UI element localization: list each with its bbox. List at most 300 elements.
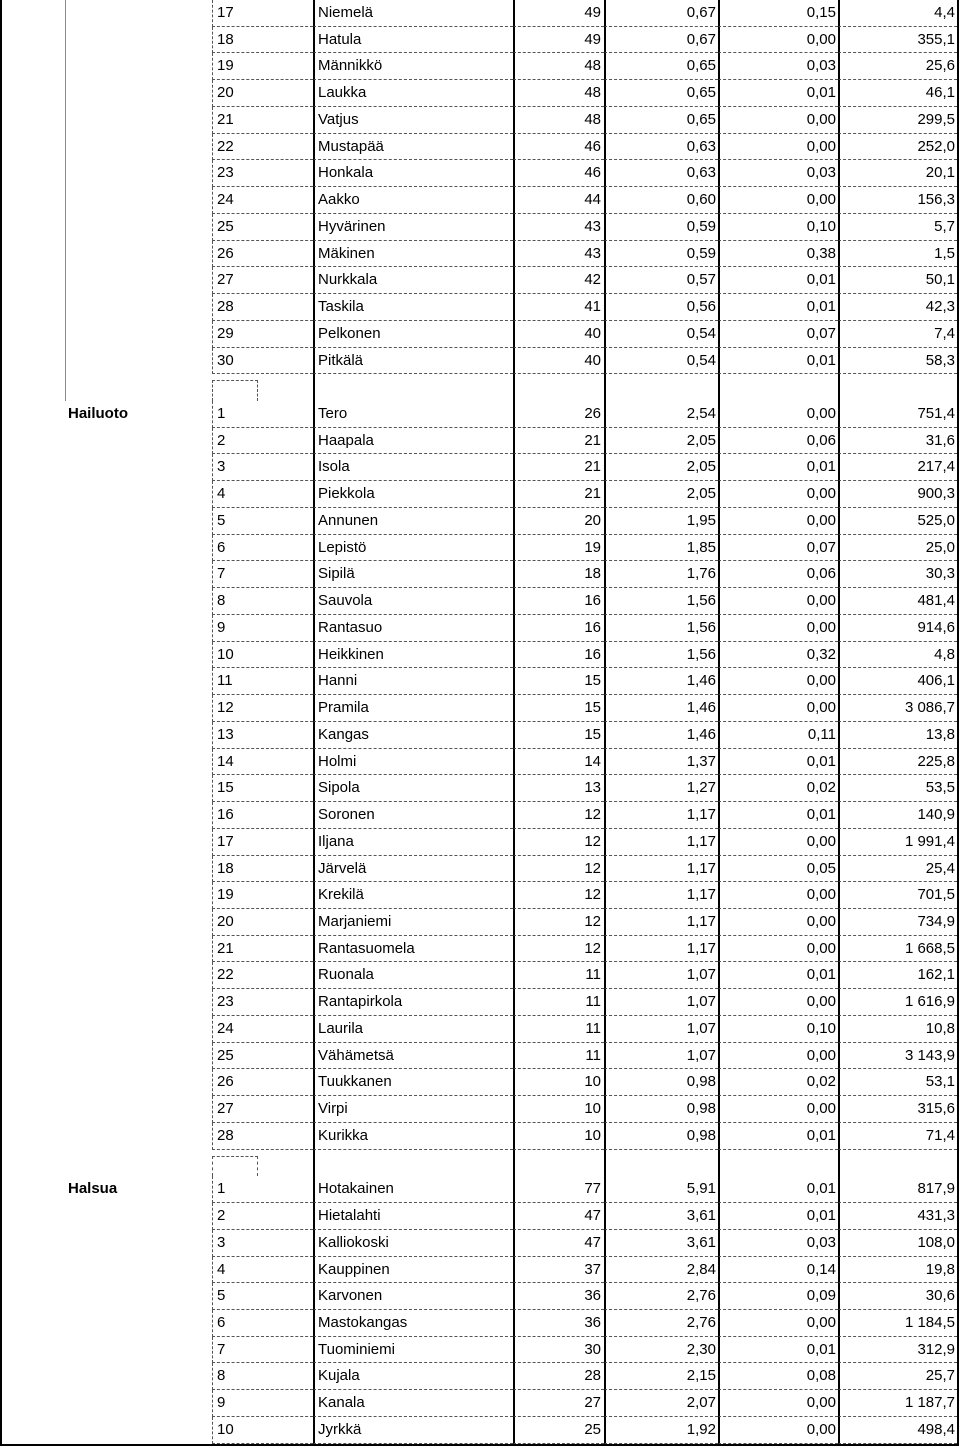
percent-cell: 5,91 [604,1176,718,1203]
ratio-cell: 0,14 [718,1257,838,1284]
count-cell: 21 [513,454,604,481]
rank-cell: 30 [212,348,313,375]
rank-cell: 4 [212,1257,313,1284]
surname-cell: Niemelä [313,0,513,27]
percent-cell: 2,07 [604,1390,718,1417]
ratio-cell: 0,01 [718,1203,838,1230]
empty-cell [838,1150,957,1177]
empty-cell [313,1150,513,1177]
municipality-cell [66,267,212,294]
surname-cell: Hyvärinen [313,214,513,241]
municipality-cell [66,1230,212,1257]
count-cell: 15 [513,668,604,695]
count-cell: 20 [513,508,604,535]
municipality-cell [66,829,212,856]
percent-cell: 0,65 [604,53,718,80]
rank-cell: 20 [212,80,313,107]
municipality-cell [66,428,212,455]
surname-cell: Soronen [313,802,513,829]
table-row [2,1096,957,1123]
blank-cell [2,1363,66,1390]
table-row [2,27,957,54]
municipality-cell [66,642,212,669]
value-cell: 751,4 [838,401,957,428]
value-cell: 355,1 [838,27,957,54]
value-cell: 19,8 [838,1257,957,1284]
value-cell: 7,4 [838,321,957,348]
ratio-cell: 0,00 [718,989,838,1016]
rank-cell: 22 [212,134,313,161]
group-separator-row [2,374,957,401]
count-cell: 47 [513,1203,604,1230]
surname-cell: Pramila [313,695,513,722]
group-separator-row [2,1150,957,1177]
value-cell: 312,9 [838,1337,957,1364]
value-cell: 252,0 [838,134,957,161]
municipality-cell [66,321,212,348]
count-cell: 16 [513,642,604,669]
blank-cell [2,1123,66,1150]
blank-cell [2,1043,66,1070]
blank-cell [2,1257,66,1284]
ratio-cell: 0,00 [718,882,838,909]
ratio-cell: 0,01 [718,749,838,776]
surname-cell: Kujala [313,1363,513,1390]
table-row [2,722,957,749]
municipality-cell [66,508,212,535]
value-cell: 140,9 [838,802,957,829]
value-cell: 525,0 [838,508,957,535]
rank-cell: 9 [212,615,313,642]
ratio-cell: 0,00 [718,936,838,963]
municipality-cell [66,1016,212,1043]
count-cell: 46 [513,134,604,161]
count-cell: 49 [513,27,604,54]
blank-cell [2,348,66,375]
value-cell: 1 616,9 [838,989,957,1016]
ratio-cell: 0,00 [718,481,838,508]
municipality-cell [66,294,212,321]
percent-cell: 0,67 [604,0,718,27]
count-cell: 12 [513,829,604,856]
count-cell: 13 [513,775,604,802]
surname-cell: Hanni [313,668,513,695]
percent-cell: 1,95 [604,508,718,535]
count-cell: 21 [513,428,604,455]
percent-cell: 1,17 [604,829,718,856]
municipality-cell [66,615,212,642]
percent-cell: 3,61 [604,1230,718,1257]
count-cell: 43 [513,214,604,241]
surname-cell: Kurikka [313,1123,513,1150]
value-cell: 4,8 [838,642,957,669]
percent-cell: 1,07 [604,989,718,1016]
ratio-cell: 0,00 [718,615,838,642]
table-row [2,160,957,187]
percent-cell: 1,85 [604,535,718,562]
ratio-cell: 0,10 [718,1016,838,1043]
table-row [2,1257,957,1284]
table-row [2,1123,957,1150]
municipality-cell [66,882,212,909]
value-cell: 25,0 [838,535,957,562]
surname-cell: Tuukkanen [313,1069,513,1096]
count-cell: 46 [513,160,604,187]
blank-cell [2,508,66,535]
municipality-cell [66,214,212,241]
count-cell: 48 [513,107,604,134]
count-cell: 43 [513,241,604,268]
percent-cell: 2,84 [604,1257,718,1284]
municipality-cell [66,187,212,214]
blank-cell [2,1203,66,1230]
value-cell: 71,4 [838,1123,957,1150]
blank-cell [2,214,66,241]
table-row [2,882,957,909]
percent-cell: 1,92 [604,1417,718,1444]
blank-cell [2,615,66,642]
count-cell: 48 [513,53,604,80]
surname-cell: Vatjus [313,107,513,134]
count-cell: 28 [513,1363,604,1390]
blank-cell [2,1176,66,1203]
ratio-cell: 0,38 [718,241,838,268]
blank-cell [2,134,66,161]
ratio-cell: 0,00 [718,1390,838,1417]
empty-cell [838,374,957,401]
count-cell: 21 [513,481,604,508]
rank-cell: 5 [212,508,313,535]
value-cell: 25,6 [838,53,957,80]
value-cell: 30,6 [838,1283,957,1310]
municipality-cell [66,454,212,481]
table-row [2,1069,957,1096]
table-row [2,321,957,348]
surname-cell: Laukka [313,80,513,107]
rank-cell: 28 [212,1123,313,1150]
blank-cell [2,321,66,348]
surname-cell: Mastokangas [313,1310,513,1337]
percent-cell: 0,67 [604,27,718,54]
empty-cell [513,1150,604,1177]
municipality-cell [66,1150,212,1177]
table-row [2,1337,957,1364]
ratio-cell: 0,00 [718,107,838,134]
rank-cell: 17 [212,829,313,856]
surname-cell: Rantapirkola [313,989,513,1016]
surname-cell: Kalliokoski [313,1230,513,1257]
count-cell: 11 [513,1016,604,1043]
surname-cell: Piekkola [313,481,513,508]
ratio-cell: 0,00 [718,829,838,856]
value-cell: 20,1 [838,160,957,187]
rank-cell: 20 [212,909,313,936]
surname-cell: Pitkälä [313,348,513,375]
rank-cell: 27 [212,267,313,294]
value-cell: 13,8 [838,722,957,749]
table-row [2,1390,957,1417]
municipality-cell [66,0,212,27]
rank-cell: 25 [212,1043,313,1070]
ratio-cell: 0,01 [718,267,838,294]
blank-cell [2,374,66,401]
count-cell: 40 [513,348,604,375]
rank-cell: 26 [212,1069,313,1096]
rank-cell: 25 [212,214,313,241]
ratio-cell: 0,02 [718,775,838,802]
table-row [2,962,957,989]
percent-cell: 1,17 [604,936,718,963]
table-row [2,214,957,241]
table-row [2,668,957,695]
value-cell: 1 187,7 [838,1390,957,1417]
blank-cell [2,27,66,54]
ratio-cell: 0,00 [718,1096,838,1123]
rank-cell: 13 [212,722,313,749]
municipality-cell [66,962,212,989]
blank-cell [2,1016,66,1043]
blank-cell [2,187,66,214]
table-row [2,1230,957,1257]
municipality-cell [66,749,212,776]
count-cell: 11 [513,1043,604,1070]
count-cell: 26 [513,401,604,428]
ratio-cell: 0,11 [718,722,838,749]
count-cell: 41 [513,294,604,321]
rank-cell: 5 [212,1283,313,1310]
surname-cell: Taskila [313,294,513,321]
blank-cell [2,1069,66,1096]
percent-cell: 0,63 [604,160,718,187]
blank-cell [2,1337,66,1364]
percent-cell: 0,98 [604,1069,718,1096]
blank-cell [2,695,66,722]
blank-cell [2,454,66,481]
surname-cell: Rantasuo [313,615,513,642]
municipality-cell [66,936,212,963]
ratio-cell: 0,06 [718,561,838,588]
percent-cell: 0,98 [604,1123,718,1150]
blank-cell [2,909,66,936]
municipality-cell [66,1310,212,1337]
municipality-label: Hailuoto [68,405,128,423]
rank-cell: 10 [212,642,313,669]
surname-cell: Sauvola [313,588,513,615]
ratio-cell: 0,00 [718,1417,838,1444]
value-cell: 162,1 [838,962,957,989]
surname-cell: Männikkö [313,53,513,80]
municipality-cell [66,775,212,802]
table-row [2,588,957,615]
blank-cell [2,241,66,268]
count-cell: 27 [513,1390,604,1417]
municipality-cell [66,668,212,695]
municipality-cell [66,80,212,107]
municipality-cell [66,1337,212,1364]
value-cell: 1 991,4 [838,829,957,856]
percent-cell: 2,05 [604,481,718,508]
count-cell: 36 [513,1310,604,1337]
ratio-cell: 0,01 [718,962,838,989]
count-cell: 40 [513,321,604,348]
percent-cell: 1,17 [604,802,718,829]
blank-cell [2,1390,66,1417]
ratio-cell: 0,03 [718,53,838,80]
count-cell: 48 [513,80,604,107]
percent-cell: 1,56 [604,615,718,642]
table-row [2,535,957,562]
percent-cell: 1,07 [604,1043,718,1070]
surname-cell: Iljana [313,829,513,856]
value-cell: 406,1 [838,668,957,695]
ratio-cell: 0,09 [718,1283,838,1310]
blank-cell [2,856,66,883]
percent-cell: 1,46 [604,695,718,722]
value-cell: 53,5 [838,775,957,802]
value-cell: 30,3 [838,561,957,588]
rank-cell: 2 [212,1203,313,1230]
ratio-cell: 0,07 [718,321,838,348]
ratio-cell: 0,00 [718,134,838,161]
ratio-cell: 0,01 [718,80,838,107]
surname-cell: Hatula [313,27,513,54]
value-cell: 156,3 [838,187,957,214]
municipality-cell [66,588,212,615]
rank-cell: 18 [212,856,313,883]
rank-cell: 6 [212,1310,313,1337]
municipality-cell [66,1043,212,1070]
count-cell: 49 [513,0,604,27]
blank-cell [2,722,66,749]
rank-cell: 17 [212,0,313,27]
value-cell: 299,5 [838,107,957,134]
blank-cell [2,749,66,776]
blank-cell [2,1150,66,1177]
count-cell: 30 [513,1337,604,1364]
ratio-cell: 0,00 [718,668,838,695]
ratio-cell: 0,01 [718,348,838,375]
table-row [2,1363,957,1390]
rank-cell: 21 [212,936,313,963]
table-row [2,909,957,936]
percent-cell: 2,76 [604,1283,718,1310]
surname-cell: Kangas [313,722,513,749]
value-cell: 10,8 [838,1016,957,1043]
municipality-cell [66,802,212,829]
percent-cell: 0,59 [604,214,718,241]
table-row [2,241,957,268]
rank-cell: 9 [212,1390,313,1417]
surname-cell: Tero [313,401,513,428]
ratio-cell: 0,08 [718,1363,838,1390]
table-row [2,481,957,508]
surname-cell: Vähämetsä [313,1043,513,1070]
surname-cell: Sipilä [313,561,513,588]
count-cell: 16 [513,588,604,615]
ratio-cell: 0,05 [718,856,838,883]
ratio-cell: 0,01 [718,294,838,321]
surname-cell: Haapala [313,428,513,455]
municipality-cell [66,1069,212,1096]
blank-cell [2,642,66,669]
municipality-cell [66,695,212,722]
table-row [2,561,957,588]
rank-cell: 8 [212,1363,313,1390]
rank-cell: 12 [212,695,313,722]
value-cell: 1 668,5 [838,936,957,963]
rank-cell: 26 [212,241,313,268]
rank-cell: 18 [212,27,313,54]
percent-cell: 0,60 [604,187,718,214]
ratio-cell: 0,02 [718,1069,838,1096]
table-row [2,775,957,802]
table-row [2,856,957,883]
percent-cell: 2,15 [604,1363,718,1390]
rank-cell: 8 [212,588,313,615]
count-cell: 44 [513,187,604,214]
blank-cell [2,107,66,134]
percent-cell: 0,65 [604,80,718,107]
table-row [2,936,957,963]
value-cell: 4,4 [838,0,957,27]
value-cell: 25,4 [838,856,957,883]
rank-cell: 3 [212,454,313,481]
table-row [2,1310,957,1337]
table-row [2,695,957,722]
percent-cell: 1,56 [604,642,718,669]
table-row [2,348,957,375]
municipality-cell [66,160,212,187]
count-cell: 25 [513,1417,604,1444]
ratio-cell: 0,00 [718,1310,838,1337]
table-row [2,454,957,481]
count-cell: 10 [513,1123,604,1150]
table-row [2,80,957,107]
blank-cell [2,401,66,428]
blank-cell [2,882,66,909]
count-cell: 12 [513,936,604,963]
blank-cell [2,294,66,321]
rank-cell: 4 [212,481,313,508]
ratio-cell: 0,03 [718,1230,838,1257]
percent-cell: 1,07 [604,962,718,989]
blank-cell [2,0,66,27]
count-cell: 11 [513,962,604,989]
surname-cell: Pelkonen [313,321,513,348]
surname-cell: Järvelä [313,856,513,883]
rank-cell: 7 [212,1337,313,1364]
surname-cell: Aakko [313,187,513,214]
table-row [2,53,957,80]
municipality-cell [66,561,212,588]
count-cell: 10 [513,1096,604,1123]
count-cell: 15 [513,722,604,749]
surname-cell: Isola [313,454,513,481]
municipality-cell [66,481,212,508]
surname-cell: Hietalahti [313,1203,513,1230]
value-cell: 498,4 [838,1417,957,1444]
blank-cell [2,1310,66,1337]
surname-cell: Honkala [313,160,513,187]
ratio-cell: 0,01 [718,454,838,481]
value-cell: 431,3 [838,1203,957,1230]
table-row [2,428,957,455]
percent-cell: 1,17 [604,909,718,936]
ratio-cell: 0,01 [718,802,838,829]
blank-cell [2,53,66,80]
municipality-cell [66,1283,212,1310]
table-row [2,134,957,161]
